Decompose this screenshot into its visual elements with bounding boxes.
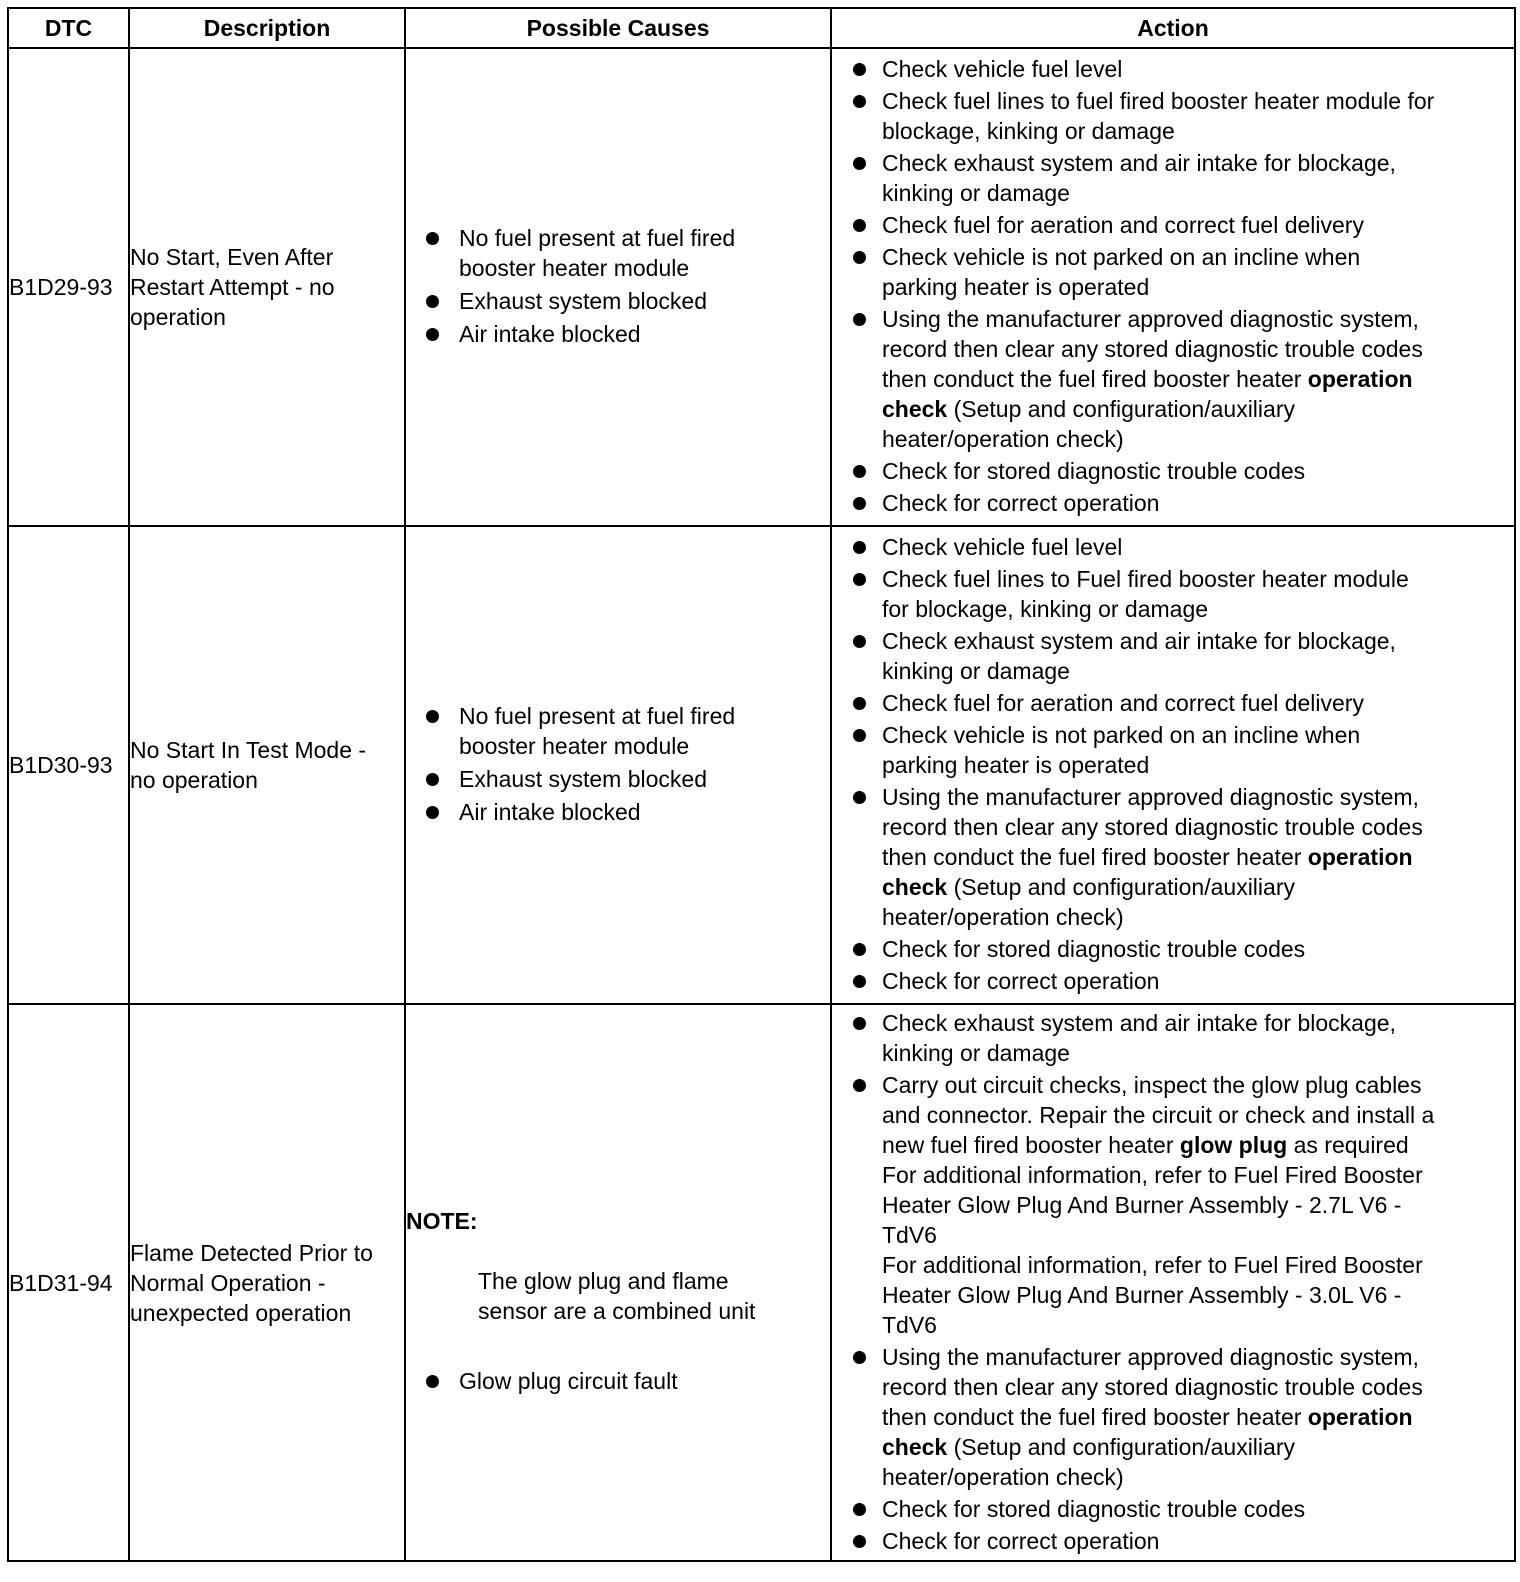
list-item: Using the manufacturer approved diagnostic system, record then clear any stored diagnostic trouble codes then conduct the fuel fired booster heater operation check (Setup and configuration/auxiliary heater/operation check) <box>832 1342 1514 1492</box>
list-item: Check for stored diagnostic trouble codes <box>832 456 1514 486</box>
bullet-icon <box>853 975 866 988</box>
bullet-icon <box>853 943 866 956</box>
list-item: No fuel present at fuel fired booster heater module <box>406 701 830 761</box>
list-item: Exhaust system blocked <box>406 764 830 794</box>
bullet-icon <box>853 541 866 554</box>
bullet-icon <box>853 1503 866 1516</box>
header-action: Action <box>831 8 1515 48</box>
table-row-b1d31 <box>8 1004 1515 1561</box>
table-row-b1d29 <box>8 48 1515 526</box>
bullet-icon <box>853 313 866 326</box>
bullet-icon <box>853 95 866 108</box>
actions-list <box>832 532 1514 996</box>
list-item: Check for correct operation <box>832 1526 1514 1556</box>
list-item: Check exhaust system and air intake for blockage, kinking or damage <box>832 626 1514 686</box>
list-item: Check vehicle fuel level <box>832 532 1514 562</box>
list-item: Using the manufacturer approved diagnostic system, record then clear any stored diagnostic trouble codes then conduct the fuel fired booster heater operation check (Setup and configuration/auxiliary heater/operation check) <box>832 304 1514 454</box>
bullet-icon <box>853 791 866 804</box>
bullet-icon <box>426 1375 439 1388</box>
dtc-document <box>7 7 1514 1562</box>
note-block <box>406 1206 830 1326</box>
header-possible-causes: Possible Causes <box>405 8 831 48</box>
actions <box>831 1004 1515 1561</box>
table-row-b1d30 <box>8 526 1515 1004</box>
possible-causes <box>405 526 831 1004</box>
list-item: Check for correct operation <box>832 488 1514 518</box>
list-item: Glow plug circuit fault <box>406 1366 830 1396</box>
actions <box>831 48 1515 526</box>
list-item: Exhaust system blocked <box>406 286 830 316</box>
dtc-code: B1D29-93 <box>8 48 129 526</box>
possible-causes <box>405 1004 831 1561</box>
header-row <box>8 8 1515 48</box>
bullet-icon <box>853 1079 866 1092</box>
list-item: Check fuel for aeration and correct fuel delivery <box>832 210 1514 240</box>
bullet-icon <box>853 573 866 586</box>
actions-list <box>832 1008 1514 1556</box>
list-item: Check exhaust system and air intake for blockage, kinking or damage <box>832 1008 1514 1068</box>
header-dtc: DTC <box>8 8 129 48</box>
list-item: Check fuel lines to fuel fired booster heater module for blockage, kinking or damage <box>832 86 1514 146</box>
list-item: Check exhaust system and air intake for blockage, kinking or damage <box>832 148 1514 208</box>
list-item: Using the manufacturer approved diagnostic system, record then clear any stored diagnostic trouble codes then conduct the fuel fired booster heater operation check (Setup and configuration/auxiliary heater/operation check) <box>832 782 1514 932</box>
bullet-icon <box>426 232 439 245</box>
causes-list <box>406 1366 830 1396</box>
list-item: Check vehicle is not parked on an incline when parking heater is operated <box>832 242 1514 302</box>
bullet-icon <box>853 251 866 264</box>
actions <box>831 526 1515 1004</box>
bullet-icon <box>853 63 866 76</box>
bullet-icon <box>426 710 439 723</box>
bullet-icon <box>853 157 866 170</box>
list-item: Check vehicle fuel level <box>832 54 1514 84</box>
list-item: Air intake blocked <box>406 319 830 349</box>
dtc-description: No Start, Even After Restart Attempt - no operation <box>129 48 405 526</box>
dtc-description: No Start In Test Mode - no operation <box>129 526 405 1004</box>
list-item: Check fuel lines to Fuel fired booster heater module for blockage, kinking or damage <box>832 564 1514 624</box>
possible-causes <box>405 48 831 526</box>
bullet-icon <box>853 219 866 232</box>
bullet-icon <box>853 1351 866 1364</box>
causes-list <box>406 223 830 349</box>
dtc-table <box>7 7 1516 1562</box>
list-item: Air intake blocked <box>406 797 830 827</box>
list-item: Carry out circuit checks, inspect the glow plug cables and connector. Repair the circuit or check and install a new fuel fired booster heater glow plug as required For additional information, refer to Fuel Fired Booster Heater Glow Plug And Burner Assembly - 2.7L V6 - TdV6 For additional information, refer to Fuel Fired Booster Heater Glow Plug And Burner Assembly - 3.0L V6 - TdV6 <box>832 1070 1514 1340</box>
list-item: Check for stored diagnostic trouble codes <box>832 1494 1514 1524</box>
bullet-icon <box>426 773 439 786</box>
actions-list <box>832 54 1514 518</box>
list-item: Check for correct operation <box>832 966 1514 996</box>
bullet-icon <box>426 295 439 308</box>
bullet-icon <box>853 1017 866 1030</box>
bullet-icon <box>853 729 866 742</box>
causes-list <box>406 701 830 827</box>
bullet-icon <box>853 635 866 648</box>
dtc-code: B1D31-94 <box>8 1004 129 1561</box>
bullet-icon <box>853 497 866 510</box>
dtc-code: B1D30-93 <box>8 526 129 1004</box>
list-item: No fuel present at fuel fired booster heater module <box>406 223 830 283</box>
dtc-description: Flame Detected Prior to Normal Operation - unexpected operation <box>129 1004 405 1561</box>
note-text-line: sensor are a combined unit <box>478 1298 756 1324</box>
note-text-line: The glow plug and flame <box>478 1268 729 1294</box>
bullet-icon <box>426 328 439 341</box>
list-item: Check vehicle is not parked on an incline when parking heater is operated <box>832 720 1514 780</box>
bullet-icon <box>426 806 439 819</box>
note-title: NOTE: <box>406 1208 478 1234</box>
header-description: Description <box>129 8 405 48</box>
bullet-icon <box>853 465 866 478</box>
list-item: Check fuel for aeration and correct fuel delivery <box>832 688 1514 718</box>
list-item: Check for stored diagnostic trouble codes <box>832 934 1514 964</box>
bullet-icon <box>853 697 866 710</box>
bullet-icon <box>853 1535 866 1548</box>
